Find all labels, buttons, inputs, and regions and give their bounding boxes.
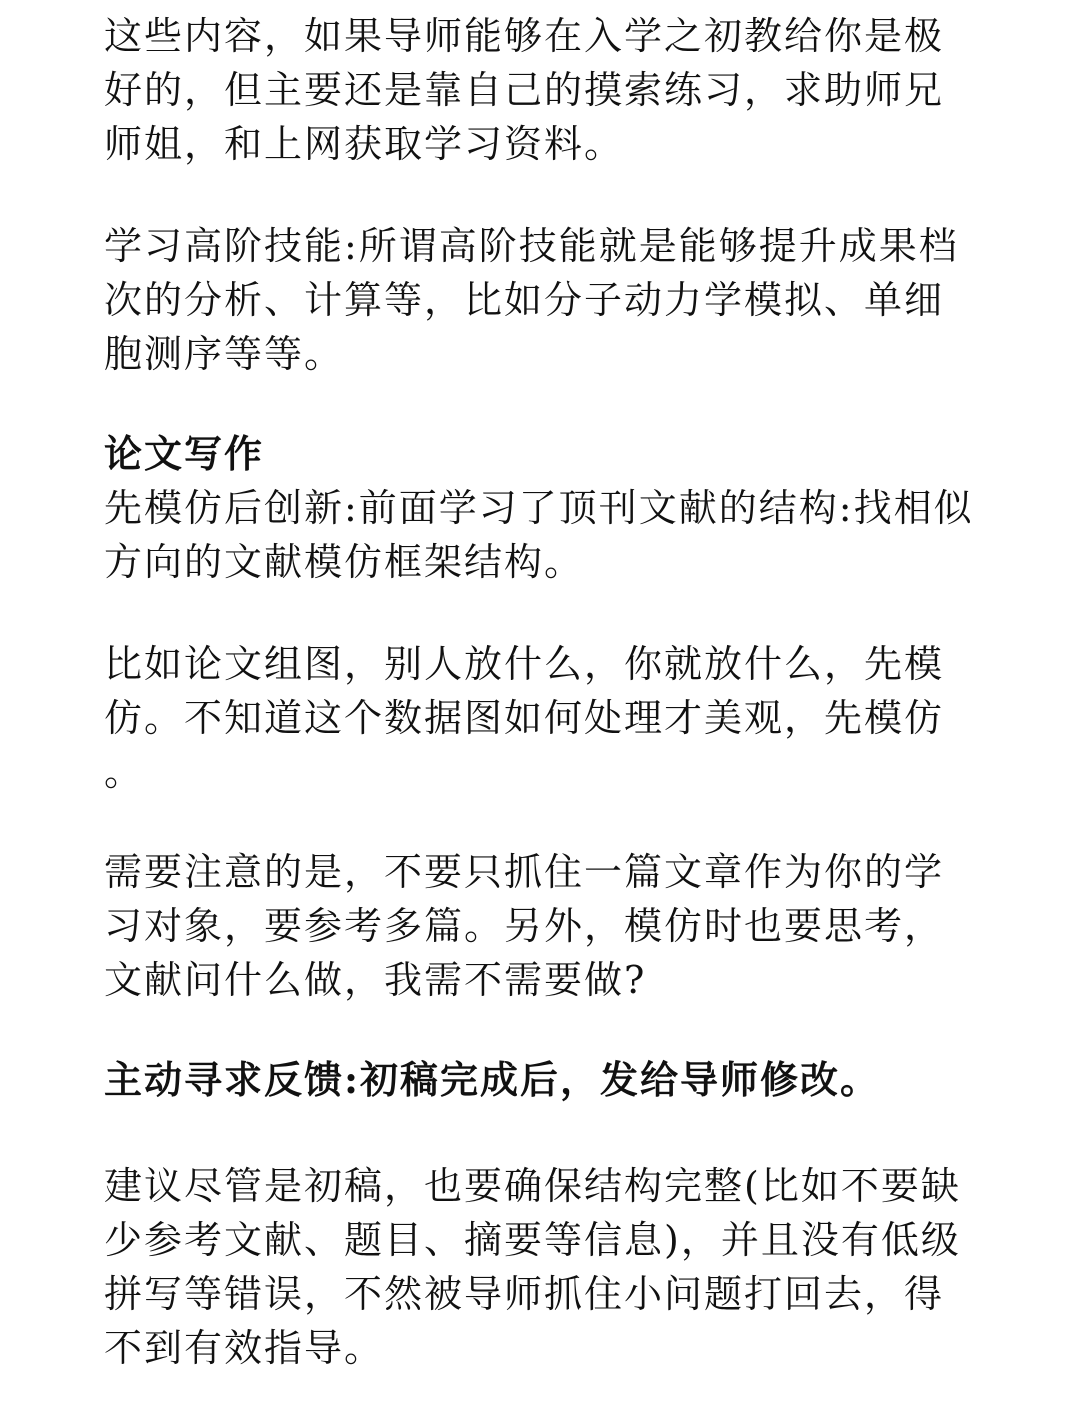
paragraph-3-line-1: 先模仿后创新:前面学习了顶刊文献的结构:找相似 — [104, 486, 974, 530]
paragraph-5-line-1: 需要注意的是，不要只抓住一篇文章作为你的学 — [104, 850, 945, 894]
paragraph-2-line-3: 胞测序等等。 — [104, 332, 345, 376]
paragraph-7-line-3: 拼写等错误，不然被导师抓住小问题打回去，得 — [104, 1272, 945, 1316]
paragraph-4-line-3: 。 — [104, 750, 145, 794]
paragraph-5-line-3: 文献问什么做，我需不需要做? — [104, 958, 647, 1002]
paragraph-4-line-2: 仿。不知道这个数据图如何处理才美观，先模仿 — [104, 696, 945, 740]
paragraph-4-line-1: 比如论文组图，别人放什么，你就放什么，先模 — [104, 642, 945, 686]
paragraph-7-line-2: 少参考文献、题目、摘要等信息)，并且没有低级 — [104, 1218, 961, 1262]
paragraph-5-line-2: 习对象，要参考多篇。另外，模仿时也要思考， — [104, 904, 945, 948]
section-heading: 论文写作 — [104, 431, 265, 476]
paragraph-1-line-2: 好的，但主要还是靠自己的摸索练习，求助师兄 — [104, 68, 945, 112]
paragraph-1-line-1: 这些内容，如果导师能够在入学之初教给你是极 — [104, 14, 945, 58]
paragraph-3-line-2: 方向的文献模仿框架结构。 — [104, 540, 585, 584]
paragraph-1-line-3: 师姐，和上网获取学习资料。 — [104, 122, 625, 166]
paragraph-7-line-1: 建议尽管是初稿，也要确保结构完整(比如不要缺 — [104, 1164, 961, 1208]
paragraph-2-line-2: 次的分析、计算等，比如分子动力学模拟、单细 — [104, 278, 945, 322]
paragraph-2-line-1: 学习高阶技能:所谓高阶技能就是能够提升成果档 — [104, 224, 959, 268]
paragraph-6-line-1: 主动寻求反馈:初稿完成后，发给导师修改。 — [104, 1057, 881, 1102]
paragraph-7-line-4: 不到有效指导。 — [104, 1326, 385, 1370]
